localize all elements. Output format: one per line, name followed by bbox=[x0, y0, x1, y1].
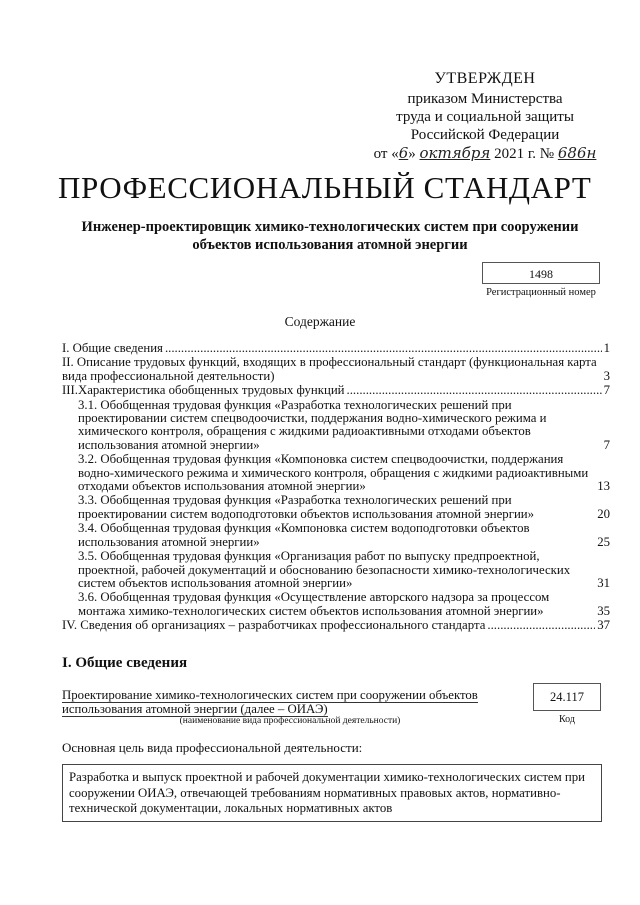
toc-item-page: 37 bbox=[597, 618, 610, 633]
handwritten-day: 6 bbox=[398, 144, 409, 162]
approval-heading: УТВЕРЖДЕН bbox=[434, 70, 536, 87]
toc-item-page: 13 bbox=[597, 479, 610, 494]
toc-item-page: 20 bbox=[597, 506, 610, 521]
registration-number-label: Регистрационный номер bbox=[486, 287, 596, 298]
toc-item-page: 3 bbox=[603, 368, 610, 383]
approval-line-1: приказом Министерства bbox=[407, 91, 563, 107]
approval-line-3: Российской Федерации bbox=[410, 127, 560, 143]
toc-item-page: 1 bbox=[603, 341, 610, 355]
section-heading: I. Общие сведения bbox=[62, 655, 188, 671]
toc-item-page: 7 bbox=[603, 437, 610, 452]
toc-item-text: IV. Сведения об организациях – разработчиках профессионального стандарта bbox=[62, 618, 486, 633]
toc-item-page: 35 bbox=[597, 603, 610, 618]
toc-item-page: 7 bbox=[603, 383, 610, 398]
toc-item[interactable] bbox=[62, 591, 610, 618]
toc-item[interactable] bbox=[62, 522, 610, 549]
toc-item[interactable] bbox=[62, 494, 610, 521]
toc-item[interactable] bbox=[62, 453, 610, 493]
document-title: ПРОФЕССИОНАЛЬНЫЙ СТАНДАРТ bbox=[58, 170, 592, 205]
registration-number-box: 1498 bbox=[482, 262, 600, 284]
handwritten-month: октября bbox=[419, 144, 491, 162]
date-prefix: от « bbox=[373, 146, 399, 162]
handwritten-order-number: 686н bbox=[557, 144, 597, 162]
approval-date-line bbox=[360, 144, 610, 163]
toc-item[interactable] bbox=[62, 384, 610, 397]
toc-item[interactable] bbox=[62, 619, 610, 632]
table-of-contents bbox=[62, 342, 610, 634]
contents-heading: Содержание bbox=[284, 314, 356, 329]
approval-block bbox=[360, 70, 610, 163]
toc-item[interactable] bbox=[62, 356, 610, 383]
approval-line-2: труда и социальной защиты bbox=[396, 109, 574, 125]
toc-item-text: 3.4. Обобщенная трудовая функция «Компоновка систем водоподготовки объектов использования атомной энергии» bbox=[78, 521, 530, 549]
toc-item[interactable] bbox=[62, 342, 610, 355]
toc-item-text: III.Характеристика обобщенных трудовых функций bbox=[62, 383, 345, 398]
date-year: 2021 г. № bbox=[494, 146, 555, 162]
activity-code-label: Код bbox=[559, 714, 575, 725]
activity-name-text: Проектирование химико-технологических систем при сооружении объектов использования атомной энергии (далее – ОИАЭ) bbox=[62, 688, 478, 716]
activity-name-field bbox=[62, 688, 518, 716]
toc-item-text: 3.1. Обобщенная трудовая функция «Разработка технологических решений при проектировании систем спецводоочистки, поддержания водно-химического режима и химического контроля, обращения с жидкими радиоактивными отходами объектов использования атомной энергии» bbox=[78, 397, 547, 452]
activity-name-caption: (наименование вида профессиональной деятельности) bbox=[179, 716, 401, 726]
toc-item[interactable] bbox=[62, 550, 610, 590]
toc-item-text: 3.5. Обобщенная трудовая функция «Организация работ по выпуску предпроектной, проектной, рабочей документаций и обоснованию безопасности химико-технологических систем объектов использования атомной энергии» bbox=[78, 549, 571, 590]
goal-label: Основная цель вида профессиональной деятельности: bbox=[62, 740, 363, 755]
toc-item-text: 3.6. Обобщенная трудовая функция «Осуществление авторского надзора за процессом монтажа химико-технологических систем объектов использования атомной энергии» bbox=[78, 590, 550, 618]
toc-item-text: II. Описание трудовых функций, входящих в профессиональный стандарт (функциональная карта вида профессиональной деятельности) bbox=[62, 355, 597, 383]
toc-item-text: 3.2. Обобщенная трудовая функция «Компоновка систем спецводоочистки, поддержания водно-химического режима и химического контроля, обращения с жидкими радиоактивными отходами объектов использования атомной энергии» bbox=[78, 452, 589, 494]
toc-item-page: 31 bbox=[597, 575, 610, 590]
toc-item-text: I. Общие сведения bbox=[62, 341, 163, 355]
activity-code-box: 24.117 bbox=[533, 683, 601, 711]
toc-item-page: 25 bbox=[597, 534, 610, 549]
document-subtitle: Инженер-проектировщик химико-технологических систем при сооружении объектов использования атомной энергии bbox=[81, 219, 579, 253]
toc-item[interactable] bbox=[62, 399, 610, 453]
goal-text-box: Разработка и выпуск проектной и рабочей документации химико-технологических систем при сооружении ОИАЭ, отвечающей требованиям нормативных правовых актов, нормативно-технической документации, локальных нормативных актов bbox=[62, 764, 602, 822]
toc-item-text: 3.3. Обобщенная трудовая функция «Разработка технологических решений при проектировании систем водоподготовки объектов использования атомной энергии» bbox=[78, 493, 535, 521]
date-mid: » bbox=[408, 146, 416, 162]
